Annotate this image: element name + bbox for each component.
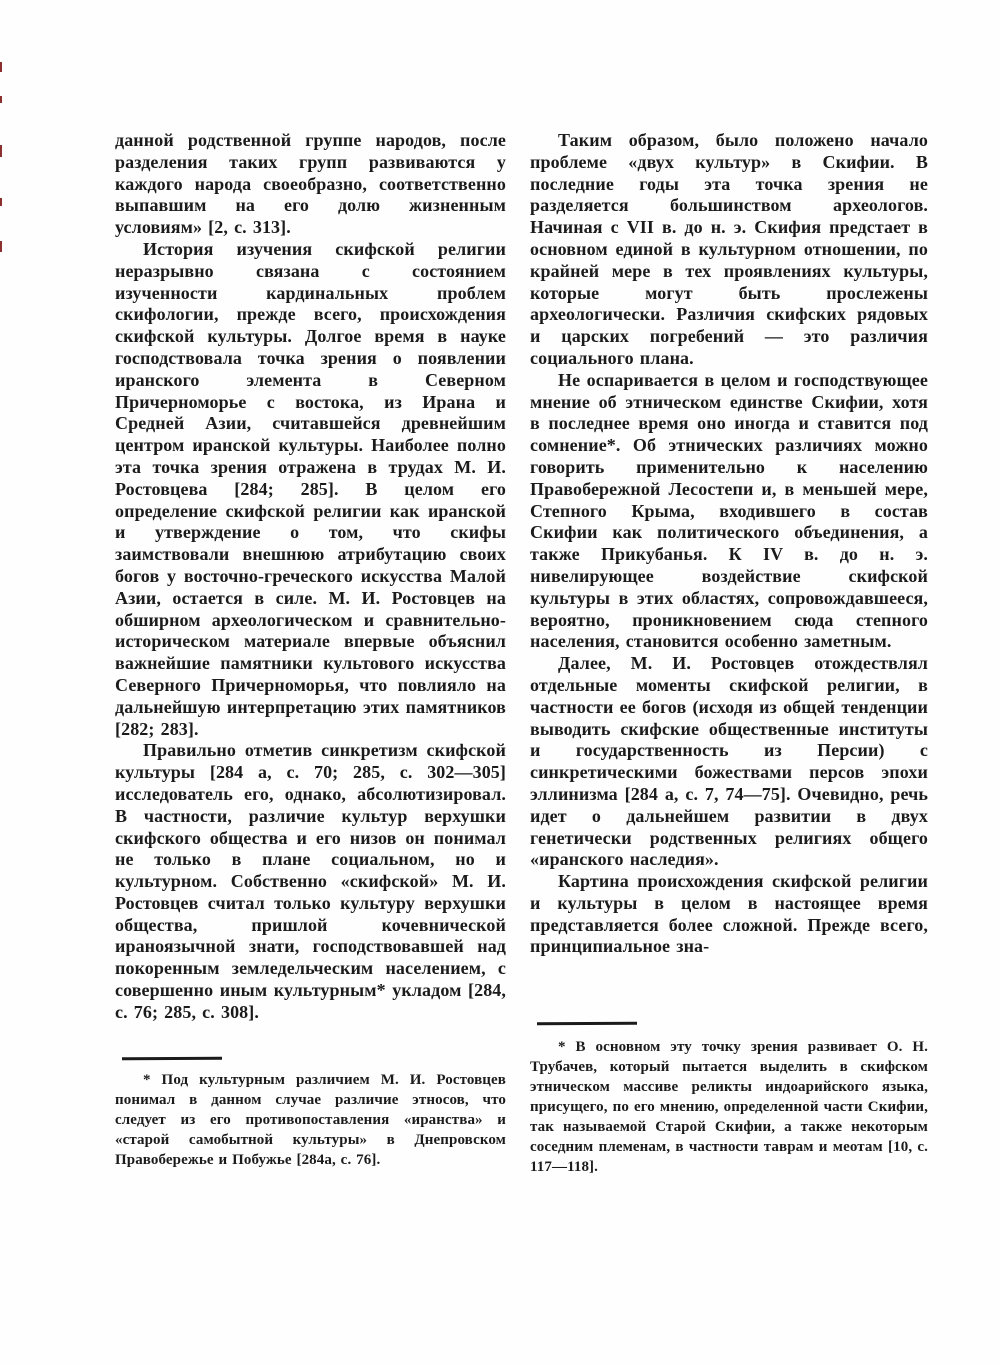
left-footnote-rule: [122, 1057, 222, 1061]
left-footnote: * Под культурным различием М. И. Ростовцев понимал в данном случае различие этносов, что следует из его противопоставления «иранства» и «старой самобытной культуры» в Днепровском Правобережье и Побужье [284а, с. 76].: [115, 1072, 506, 1168]
left-column-text: [115, 130, 506, 1024]
scan-edge-artifact: [0, 62, 2, 72]
paragraph: данной родственной группе народов, после разделения таких групп развиваются у каждого народа своеобразно, соответственно выпавшим на его долю жизненным условиям» [2, с. 313].: [115, 130, 506, 238]
right-footnote-rule: [537, 1022, 637, 1026]
paragraph: Не оспаривается в целом и господствующее мнение об этническом единстве Скифии, хотя в последнее время оно иногда и ставится под сомнение*. Об этнических различиях можно говорить применительно к населению Правобережной Лесостепи и, в меньшей мере, Степного Крыма, входившего в состав Скифии как политического объединения, а также Прикубанья. К IV в. до н. э. нивелирующее воздействие скифской культуры в этих областях, сопровождавшееся, вероятно, проникновением сюда степного населения, становится особенно заметным.: [530, 369, 928, 652]
paragraph: Далее, М. И. Ростовцев отождествлял отдельные моменты скифской религии, в частности ее богов (исходя из общей тенденции выводить скифские общественные институты и государственность из Персии) с синкретическими божествами персов эпохи эллинизма [284 а, с. 7, 74—75]. Очевидно, речь идет о дальнейшем развитии в двух генетически родственных религиях общего «иранского наследия».: [530, 653, 928, 870]
paragraph: История изучения скифской религии неразрывно связана с состоянием изученности кардинальных проблем скифологии, прежде всего, происхождения скифской культуры. Долгое время в науке господствовала точка зрения о появлении иранского элемента в Северном Причерноморье с востока, из Ирана и Средней Азии, считавшейся древнейшим центром иранской культуры. Наиболее полно эта точка зрения отражена в трудах М. И. Ростовцева [284; 285]. В целом его определение скифской религии как иранской и утверждение о том, что скифы заимствовали внешнюю атрибутацию своих богов у восточно-греческого искусства Малой Азии, остается в силе. М. И. Ростовцев на обширном археологическом и сравнительно-историческом материале впервые объяснил важнейшие памятники культового искусства Северного Причерноморья, что повлияло на дальнейшую интерпретацию этих памятников [282; 283].: [115, 238, 506, 739]
right-column-text: [530, 130, 928, 958]
scan-edge-artifact: [0, 241, 2, 252]
right-footnote: * В основном эту точку зрения развивает О. Н. Трубачев, который пытается выделить в скифском этническом массиве реликты индоарийского языка, присущего, по его мнению, определенной части Скифии, так называемой Старой Скифии, а также некоторым соседним племенам, в частности таврам и меотам [10, с. 117—118].: [530, 1039, 928, 1175]
paragraph: Картина происхождения скифской религии и культуры в целом в настоящее время представляется более сложной. Прежде всего, принципиальное зна-: [530, 871, 928, 957]
paragraph: Таким образом, было положено начало проблеме «двух культур» в Скифии. В последние годы эта точка зрения не разделяется большинством археологов. Начиная с VII в. до н. э. Скифия предстает в основном единой в культурном отношении, по крайней мере в тех проявлениях культуры, которые могут быть прослежены археологически. Различия скифских рядовых и царских погребений — это различия социального плана.: [530, 130, 928, 368]
scan-edge-artifact: [0, 145, 2, 157]
paragraph: Правильно отметив синкретизм скифской культуры [284 а, с. 70; 285, с. 302—305] исследователь его, однако, абсолютизировал. В частности, различие культур верхушки скифского общества и его низов он понимал не только в плане социальном, но и культурном. Собственно «скифской» М. И. Ростовцев считал только культуру верхушки общества, пришлой кочевнической ираноязычной знати, господствовавшей над покоренным земледельческим населением, с совершенно иным культурным* укладом [284, с. 76; 285, с. 308].: [115, 740, 506, 1022]
scan-edge-artifact: [0, 96, 2, 103]
scan-edge-artifact: [0, 198, 2, 206]
